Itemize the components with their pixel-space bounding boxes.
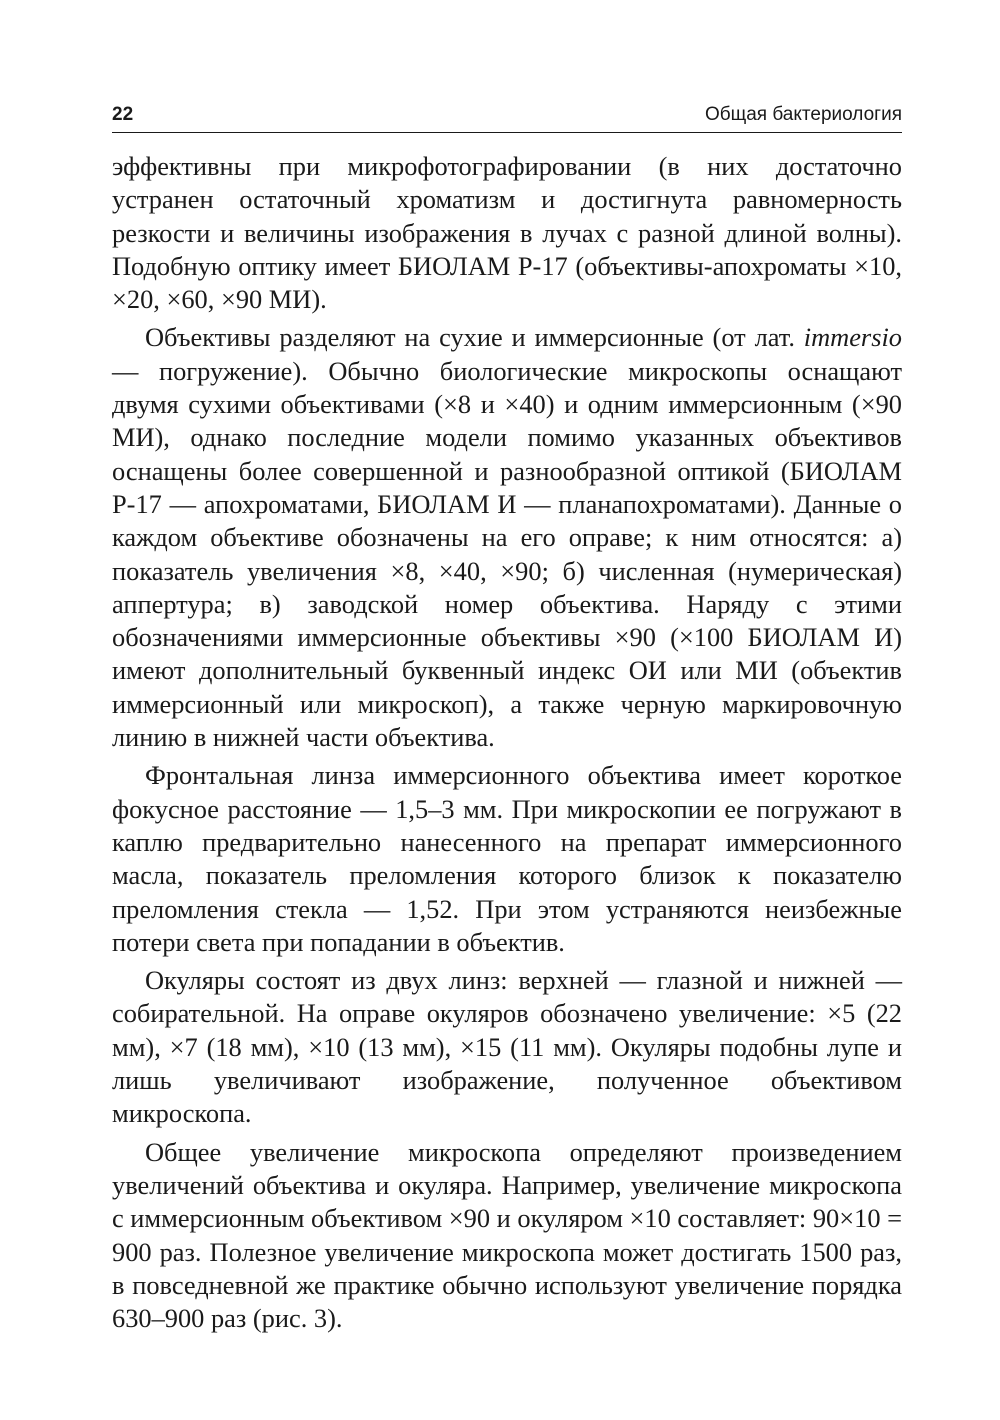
page-header — [112, 96, 902, 133]
paragraph-eyepieces: Окуляры состоят из двух линз: верхней — глазной и нижней — собирательной. На оправе окуляров обозначено увеличение: ×5 (22 мм), ×7 (18 мм), ×10 (13 мм), ×15 (11 мм). Окуляры подобны лупе и лишь увеличивают изображение, полученное объективом микроскопа. — [112, 965, 902, 1129]
paragraph-objectives-rest: — погружение). Обычно биологические микроскопы оснащают двумя сухими объективами (×8 и ×40) и одним иммерсионным (×90 МИ), однако последние модели помимо указанных объективов оснащены более совершенной и разнообразной оптикой (БИОЛАМ Р-17 — апохроматами, БИОЛАМ И — планапохроматами). Данные о каждом объективе обозначены на его оправе; к ним относятся: а) показатель увеличения ×8, ×40, ×90; б) численная (нумерическая) аппертура; в) заводской номер объектива. Наряду с этими обозначениями иммерсионные объективы ×90 (×100 БИОЛАМ И) имеют дополнительный буквенный индекс ОИ или МИ (объектив иммерсионный или микроскоп), а также черную маркировочную линию в нижней части объектива. — [112, 355, 902, 753]
latin-term: immersio — [803, 322, 902, 353]
paragraph-objectives — [112, 321, 902, 754]
page-body — [112, 150, 902, 1340]
paragraph-objectives-start: Объективы разделяют на сухие и иммерсионные (от лат. — [145, 322, 804, 353]
paragraph-front-lens: Фронтальная линза иммерсионного объектива имеет короткое фокусное расстояние — 1,5–3 мм. При микроскопии ее погружают в каплю предварительно нанесенного на препарат иммерсионного масла, показатель преломления которого близок к показателю преломления стекла — 1,52. При этом устраняются неизбежные потери света при попадании в объектив. — [112, 760, 902, 957]
paragraph-continued: эффективны при микрофотографировании (в них достаточно устранен остаточный хроматизм и достигнута равномерность резкости и величины изображения в лучах с разной длиной волны). Подобную оптику имеет БИОЛАМ Р-17 (объективы-апохроматы ×10, ×20, ×60, ×90 МИ). — [112, 151, 902, 315]
running-title: Общая бактериология — [704, 104, 902, 125]
page-number: 22 — [112, 104, 134, 125]
paragraph-total-magnification: Общее увеличение микроскопа определяют произведением увеличений объектива и окуляра. Например, увеличение микроскопа с иммерсионным объективом ×90 и окуляром ×10 составляет: 90×10 = 900 раз. Полезное увеличение микроскопа может достигать 1500 раз, в повседневной же практике обычно используют увеличение порядка 630–900 раз (рис. 3). — [112, 1136, 903, 1334]
